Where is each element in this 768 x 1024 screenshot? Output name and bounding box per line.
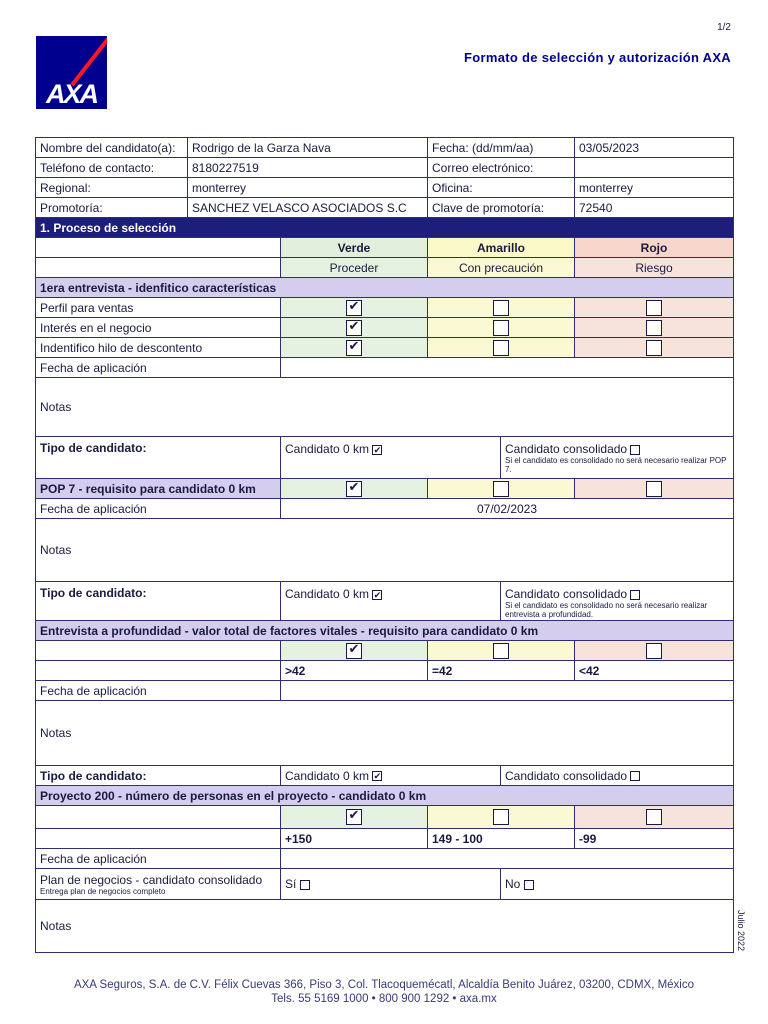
- consolidado-checkbox[interactable]: [630, 771, 640, 781]
- green-threshold: +150: [281, 829, 428, 849]
- interview-row-label: Indentifico hilo de descontento: [36, 338, 281, 358]
- selection-form: [35, 137, 734, 953]
- interview-title: 1era entrevista - idenfitico características: [36, 278, 734, 298]
- red-checkbox[interactable]: [646, 340, 662, 356]
- pop7-notes-row: [36, 519, 734, 582]
- consolidado-checkbox[interactable]: [630, 590, 640, 600]
- proyecto-values-row: [36, 829, 734, 849]
- candidato-0km-label: Candidato 0 km: [285, 442, 370, 456]
- fecha-field[interactable]: [281, 358, 734, 378]
- proyecto-notes-row: [36, 900, 734, 953]
- red-threshold: -99: [575, 829, 734, 849]
- page-number: 1/2: [717, 22, 731, 33]
- consolidado-note: Si el candidato es consolidado no será necesario realizar entrevista a profundidad.: [505, 601, 708, 619]
- proyecto-date-row: [36, 849, 734, 869]
- axa-logo: [36, 36, 107, 109]
- tipo-label: Tipo de candidato:: [36, 766, 281, 786]
- interview-row: [36, 298, 734, 318]
- promotoria-field[interactable]: SANCHEZ VELASCO ASOCIADOS S.C: [188, 198, 428, 218]
- clave-field[interactable]: 72540: [575, 198, 734, 218]
- interview-tipo-row: [36, 437, 734, 479]
- fecha-label: Fecha de aplicación: [36, 358, 281, 378]
- red-header: Rojo: [575, 238, 734, 258]
- date-field[interactable]: 03/05/2023: [575, 138, 734, 158]
- pop7-title: POP 7 - requisito para candidato 0 km: [36, 479, 281, 499]
- promotoria-label: Promotoría:: [36, 198, 188, 218]
- promotoria-row: [36, 198, 734, 218]
- green-legend: Proceder: [281, 258, 428, 278]
- date-label: Fecha: (dd/mm/aa): [428, 138, 575, 158]
- regional-row: [36, 178, 734, 198]
- notes-label: Notas: [40, 919, 72, 933]
- email-label: Correo electrónico:: [428, 158, 575, 178]
- profundidad-tipo-row: [36, 766, 734, 786]
- consolidado-checkbox[interactable]: [630, 445, 640, 455]
- pop7-tipo-row: [36, 582, 734, 621]
- email-field[interactable]: [575, 158, 734, 178]
- office-field[interactable]: monterrey: [575, 178, 734, 198]
- green-checkbox[interactable]: ✔: [346, 300, 362, 316]
- notes-field[interactable]: [36, 378, 734, 437]
- no-checkbox[interactable]: [524, 880, 534, 890]
- office-label: Oficina:: [428, 178, 575, 198]
- profundidad-subheader: [36, 621, 734, 641]
- yellow-header: Amarillo: [428, 238, 575, 258]
- notes-field[interactable]: [36, 519, 734, 582]
- green-checkbox[interactable]: ✔: [346, 809, 362, 825]
- green-threshold: >42: [281, 661, 428, 681]
- notes-label: Notas: [40, 400, 72, 414]
- candidato-0km-label: Candidato 0 km: [285, 768, 370, 783]
- plan-sublabel: Entrega plan de negocios completo: [40, 886, 166, 896]
- profundidad-notes-row: [36, 701, 734, 766]
- si-checkbox[interactable]: [300, 880, 310, 890]
- section-1-title: 1. Proceso de selección: [36, 218, 734, 238]
- profundidad-values-row: [36, 661, 734, 681]
- yellow-legend: Con precaución: [428, 258, 575, 278]
- traffic-light-header: [36, 238, 734, 258]
- red-checkbox[interactable]: [646, 320, 662, 336]
- interview-row: [36, 318, 734, 338]
- tipo-label: Tipo de candidato:: [36, 582, 281, 621]
- fecha-field[interactable]: [281, 681, 734, 701]
- candidate-name-field[interactable]: Rodrigo de la Garza Nava: [188, 138, 428, 158]
- regional-field[interactable]: monterrey: [188, 178, 428, 198]
- candidato-0km-checkbox[interactable]: ✔: [373, 771, 382, 782]
- interview-notes-row: [36, 378, 734, 437]
- traffic-light-legend: [36, 258, 734, 278]
- green-checkbox[interactable]: ✔: [346, 481, 362, 497]
- tipo-label: Tipo de candidato:: [36, 437, 281, 479]
- clave-label: Clave de promotoría:: [428, 198, 575, 218]
- fecha-label: Fecha de aplicación: [36, 849, 281, 869]
- plan-label: Plan de negocios - candidato consolidado: [40, 872, 263, 887]
- phone-label: Teléfono de contacto:: [36, 158, 188, 178]
- notes-field[interactable]: [36, 900, 734, 953]
- interview-row: [36, 338, 734, 358]
- fecha-field[interactable]: [281, 849, 734, 869]
- interview-row-label: Perfil para ventas: [36, 298, 281, 318]
- footer-address: AXA Seguros, S.A. de C.V. Félix Cuevas 366, Piso 3, Col. Tlacoquemécatl, Alcaldía Benito Juárez, 03200, CDMX, México: [73, 979, 695, 991]
- version-date: Julio 2022: [736, 910, 746, 952]
- proyecto-check-row: [36, 806, 734, 829]
- red-checkbox[interactable]: [646, 643, 662, 659]
- yellow-threshold: 149 - 100: [428, 829, 575, 849]
- consolidado-label: Candidato consolidado: [505, 768, 628, 783]
- pop7-row: [36, 479, 734, 499]
- candidate-name-label: Nombre del candidato(a):: [36, 138, 188, 158]
- si-label: Sí: [285, 877, 297, 891]
- interview-date-row: [36, 358, 734, 378]
- proyecto-subheader: [36, 786, 734, 806]
- yellow-checkbox[interactable]: [493, 643, 509, 659]
- contact-row: [36, 158, 734, 178]
- section-1-header: [36, 218, 734, 238]
- svg-text:AXA: AXA: [45, 79, 98, 109]
- yellow-checkbox[interactable]: [493, 340, 509, 356]
- candidato-0km-checkbox[interactable]: ✔: [373, 589, 382, 600]
- green-header: Verde: [281, 238, 428, 258]
- fecha-field[interactable]: 07/02/2023: [281, 499, 734, 519]
- phone-field[interactable]: 8180227519: [188, 158, 428, 178]
- notes-label: Notas: [40, 726, 72, 740]
- yellow-checkbox[interactable]: [493, 481, 509, 497]
- yellow-threshold: =42: [428, 661, 575, 681]
- red-threshold: <42: [575, 661, 734, 681]
- footer-phones: Tels. 55 5169 1000 • 800 900 1292 • axa.mx: [271, 993, 497, 1005]
- plan-negocios-row: [36, 869, 734, 900]
- yellow-checkbox[interactable]: [493, 300, 509, 316]
- red-legend: Riesgo: [575, 258, 734, 278]
- candidato-0km-checkbox[interactable]: ✔: [373, 444, 382, 455]
- proyecto-title: Proyecto 200 - número de personas en el proyecto - candidato 0 km: [36, 786, 734, 806]
- regional-label: Regional:: [36, 178, 188, 198]
- green-checkbox[interactable]: ✔: [346, 643, 362, 659]
- notes-label: Notas: [40, 543, 72, 557]
- red-checkbox[interactable]: [646, 481, 662, 497]
- pop7-date-row: [36, 499, 734, 519]
- green-checkbox[interactable]: ✔: [346, 320, 362, 336]
- candidate-name-row: [36, 138, 734, 158]
- red-checkbox[interactable]: [646, 809, 662, 825]
- yellow-checkbox[interactable]: [493, 320, 509, 336]
- fecha-label: Fecha de aplicación: [36, 499, 281, 519]
- notes-field[interactable]: [36, 701, 734, 766]
- consolidado-label: Candidato consolidado: [505, 587, 628, 601]
- consolidado-label: Candidato consolidado: [505, 442, 628, 456]
- interview-subheader: [36, 278, 734, 298]
- candidato-0km-label: Candidato 0 km: [285, 587, 370, 601]
- red-checkbox[interactable]: [646, 300, 662, 316]
- no-label: No: [505, 877, 521, 891]
- yellow-checkbox[interactable]: [493, 809, 509, 825]
- green-checkbox[interactable]: ✔: [346, 340, 362, 356]
- profundidad-date-row: [36, 681, 734, 701]
- fecha-label: Fecha de aplicación: [36, 681, 281, 701]
- interview-row-label: Interés en el negocio: [36, 318, 281, 338]
- profundidad-title: Entrevista a profundidad - valor total de factores vitales - requisito para candidato 0 km: [36, 621, 734, 641]
- profundidad-check-row: [36, 641, 734, 661]
- document-title: Formato de selección y autorización AXA: [464, 50, 731, 65]
- consolidado-note: Si el candidato es consolidado no será necesario realizar POP 7.: [505, 456, 727, 474]
